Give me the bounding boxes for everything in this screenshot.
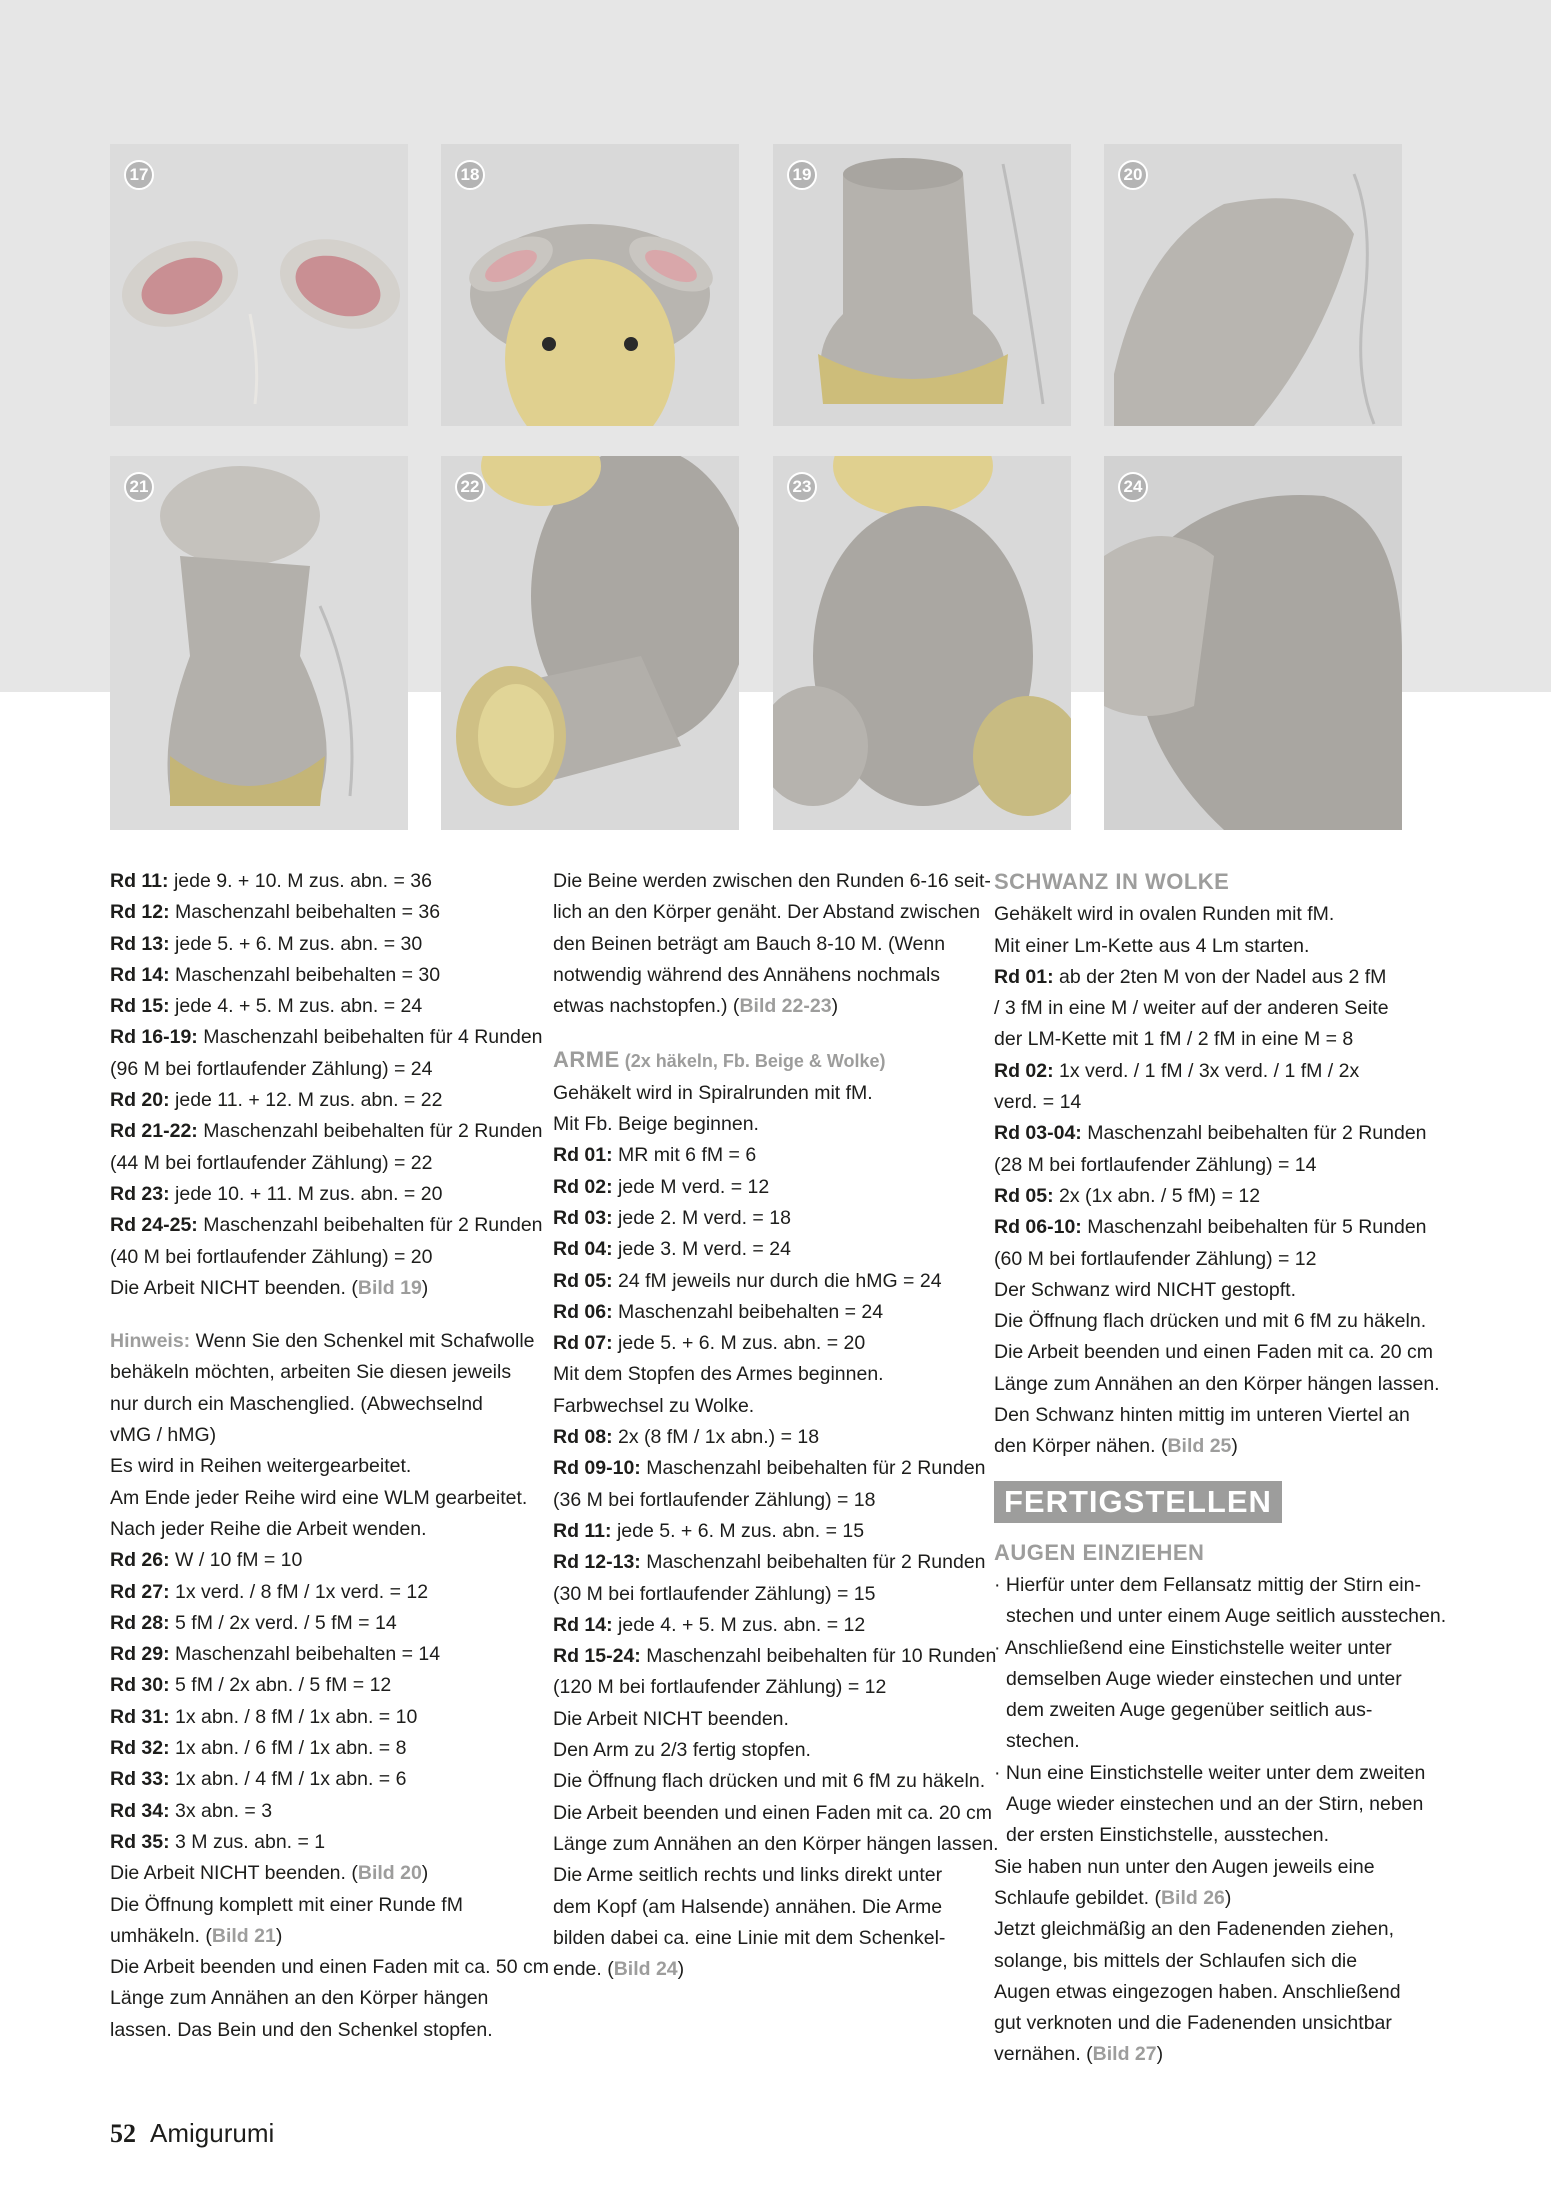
photo-18 <box>441 144 739 426</box>
round-line: Rd 34: 3x abn. = 3 <box>110 1799 273 1822</box>
sheep-arm-closeup-image <box>1104 456 1402 830</box>
text-line: dem Kopf (am Halsende) annähen. Die Arme <box>553 1895 943 1918</box>
fertigstellen-heading: FERTIGSTELLEN <box>994 1481 1282 1523</box>
page-footer <box>110 2118 274 2149</box>
photo-17 <box>110 144 408 426</box>
section-heading-schwanz: SCHWANZ IN WOLKE <box>994 869 1230 894</box>
round-line: Rd 09-10: Maschenzahl beibehalten für 2 Runden <box>553 1457 986 1480</box>
text-line: (44 M bei fortlaufender Zählung) = 22 <box>110 1151 433 1174</box>
sheep-body-side-image <box>441 456 739 830</box>
text-line: vMG / hMG) <box>110 1424 217 1447</box>
text-line: Länge zum Annähen an den Körper hängen lassen. <box>553 1832 999 1855</box>
text-line: Mit einer Lm-Kette aus 4 Lm starten. <box>994 934 1310 957</box>
photo-number-badge: 21 <box>124 472 154 502</box>
round-line: Rd 24-25: Maschenzahl beibehalten für 2 Runden <box>110 1214 543 1237</box>
text-line: Am Ende jeder Reihe wird eine WLM gearbeitet. <box>110 1486 528 1509</box>
round-line: Rd 14: Maschenzahl beibehalten = 30 <box>110 963 441 986</box>
bullet-continuation: der ersten Einstichstelle, ausstechen. <box>1006 1824 1330 1847</box>
text-line: Sie haben nun unter den Augen jeweils eine <box>994 1855 1375 1878</box>
round-line: Rd 31: 1x abn. / 8 fM / 1x abn. = 10 <box>110 1705 418 1728</box>
round-line: Rd 16-19: Maschenzahl beibehalten für 4 Runden <box>110 1026 543 1049</box>
instructions-column-3 <box>994 866 1447 2071</box>
sheep-leg-open-image <box>110 456 408 830</box>
round-line: Rd 32: 1x abn. / 6 fM / 1x abn. = 8 <box>110 1737 407 1760</box>
instructions-column-1 <box>110 866 550 2046</box>
text-line: Die Öffnung komplett mit einer Runde fM <box>110 1893 463 1916</box>
round-line: Rd 04: jede 3. M verd. = 24 <box>553 1238 791 1261</box>
round-line: Rd 26: W / 10 fM = 10 <box>110 1549 303 1572</box>
text-line: umhäkeln. (Bild 21) <box>110 1924 283 1947</box>
text-line: (60 M bei fortlaufender Zählung) = 12 <box>994 1247 1317 1270</box>
round-line: Rd 07: jede 5. + 6. M zus. abn. = 20 <box>553 1332 866 1355</box>
round-line: Rd 06: Maschenzahl beibehalten = 24 <box>553 1300 884 1323</box>
round-line: Rd 20: jede 11. + 12. M zus. abn. = 22 <box>110 1089 443 1112</box>
text-line: Den Schwanz hinten mittig im unteren Viertel an <box>994 1404 1410 1427</box>
text-line: notwendig während des Annähens nochmals <box>553 963 941 986</box>
text-line: Schlaufe gebildet. (Bild 26) <box>994 1886 1232 1909</box>
text-line: Die Arbeit beenden und einen Faden mit ca. 50 cm <box>110 1956 550 1979</box>
round-line: Rd 01: MR mit 6 fM = 6 <box>553 1144 757 1167</box>
text-line: Die Öffnung flach drücken und mit 6 fM zu häkeln. <box>994 1310 1427 1333</box>
bullet-continuation: stechen. <box>1006 1730 1080 1753</box>
text-line: Gehäkelt wird in ovalen Runden mit fM. <box>994 903 1335 926</box>
bullet-line: · Anschließend eine Einstichstelle weiter unter <box>994 1636 1392 1659</box>
sheep-leg-image <box>773 144 1071 426</box>
text-line: bilden dabei ca. eine Linie mit dem Schenkel- <box>553 1926 946 1949</box>
round-line: Rd 03-04: Maschenzahl beibehalten für 2 Runden <box>994 1122 1427 1145</box>
instructions-column-2 <box>553 866 999 1985</box>
image-reference: Bild 20 <box>357 1862 422 1885</box>
sheep-thigh-image <box>1104 144 1402 426</box>
round-line: Rd 12-13: Maschenzahl beibehalten für 2 Runden <box>553 1551 986 1574</box>
round-line: Rd 11: jede 9. + 10. M zus. abn. = 36 <box>110 870 432 892</box>
round-line: Rd 06-10: Maschenzahl beibehalten für 5 Runden <box>994 1216 1427 1239</box>
text-line: Gehäkelt wird in Spiralrunden mit fM. <box>553 1081 873 1104</box>
round-line: Rd 27: 1x verd. / 8 fM / 1x verd. = 12 <box>110 1580 429 1603</box>
photo-number-badge: 17 <box>124 160 154 190</box>
text-line: (28 M bei fortlaufender Zählung) = 14 <box>994 1153 1317 1176</box>
round-line: Rd 33: 1x abn. / 4 fM / 1x abn. = 6 <box>110 1768 407 1791</box>
sheep-ears-image <box>110 144 408 426</box>
text-line: Jetzt gleichmäßig an den Fadenenden ziehen, <box>994 1918 1395 1941</box>
image-reference: Bild 21 <box>211 1924 276 1947</box>
text-line: / 3 fM in eine M / weiter auf der anderen Seite <box>994 997 1389 1020</box>
text-line: etwas nachstopfen.) (Bild 22-23) <box>553 995 839 1018</box>
image-reference: Bild 27 <box>1092 2043 1157 2066</box>
round-line: Rd 21-22: Maschenzahl beibehalten für 2 Runden <box>110 1120 543 1143</box>
text-line: Farbwechsel zu Wolke. <box>553 1394 755 1417</box>
round-line: Rd 15: jede 4. + 5. M zus. abn. = 24 <box>110 995 423 1018</box>
photo-number-badge: 22 <box>455 472 485 502</box>
text-line: solange, bis mittels der Schlaufen sich die <box>994 1949 1358 1972</box>
text-line: Den Arm zu 2/3 fertig stopfen. <box>553 1739 811 1762</box>
photo-number-badge: 23 <box>787 472 817 502</box>
bullet-continuation: dem zweiten Auge gegenüber seitlich aus- <box>1006 1699 1373 1722</box>
text-line: Die Öffnung flach drücken und mit 6 fM zu häkeln. <box>553 1770 986 1793</box>
bullet-continuation: demselben Auge wieder einstechen und unter <box>1006 1667 1402 1690</box>
image-reference: Bild 22-23 <box>739 995 832 1018</box>
text-line: Mit Fb. Beige beginnen. <box>553 1113 759 1136</box>
text-line: (96 M bei fortlaufender Zählung) = 24 <box>110 1057 433 1080</box>
round-line: Rd 15-24: Maschenzahl beibehalten für 10 Runden <box>553 1645 997 1668</box>
text-line: Der Schwanz wird NICHT gestopft. <box>994 1278 1296 1301</box>
photo-19 <box>773 144 1071 426</box>
photo-number-badge: 18 <box>455 160 485 190</box>
text-line: (120 M bei fortlaufender Zählung) = 12 <box>553 1676 887 1699</box>
text-line: Die Arbeit NICHT beenden. (Bild 20) <box>110 1862 429 1885</box>
text-line: nur durch ein Maschenglied. (Abwechselnd <box>110 1392 483 1415</box>
text-line: Augen etwas eingezogen haben. Anschließend <box>994 1980 1401 2003</box>
round-line: Rd 02: jede M verd. = 12 <box>553 1175 770 1198</box>
round-line: Rd 30: 5 fM / 2x abn. / 5 fM = 12 <box>110 1674 392 1697</box>
photo-number-badge: 20 <box>1118 160 1148 190</box>
text-line: der LM-Kette mit 1 fM / 2 fM in eine M = 8 <box>994 1028 1354 1051</box>
round-line: Rd 28: 5 fM / 2x verd. / 5 fM = 14 <box>110 1611 397 1634</box>
image-reference: Bild 26 <box>1160 1886 1225 1909</box>
text-line: Die Arbeit NICHT beenden. <box>553 1707 789 1730</box>
sheep-head-image <box>441 144 739 426</box>
text-line: (30 M bei fortlaufender Zählung) = 15 <box>553 1582 876 1605</box>
round-line: Rd 03: jede 2. M verd. = 18 <box>553 1206 791 1229</box>
text-line: ende. (Bild 24) <box>553 1958 685 1981</box>
hint-line: Hinweis: Wenn Sie den Schenkel mit Schafwolle <box>110 1330 535 1353</box>
round-line: Rd 05: 2x (1x abn. / 5 fM) = 12 <box>994 1184 1261 1207</box>
text-line: Länge zum Annähen an den Körper hängen <box>110 1987 489 2010</box>
text-line: lich an den Körper genäht. Der Abstand zwischen <box>553 901 981 924</box>
bullet-continuation: stechen und unter einem Auge seitlich ausstechen. <box>1006 1605 1447 1628</box>
text-line: lassen. Das Bein und den Schenkel stopfen. <box>110 2018 493 2041</box>
round-line: Rd 12: Maschenzahl beibehalten = 36 <box>110 901 441 924</box>
photo-number-badge: 24 <box>1118 472 1148 502</box>
image-reference: Bild 25 <box>1167 1435 1232 1458</box>
photo-24 <box>1104 456 1402 830</box>
photo-21 <box>110 456 408 830</box>
text-line: (40 M bei fortlaufender Zählung) = 20 <box>110 1245 433 1268</box>
text-line: gut verknoten und die Fadenenden unsichtbar <box>994 2012 1392 2035</box>
text-line: Die Arme seitlich rechts und links direkt unter <box>553 1864 943 1887</box>
text-line: verd. = 14 <box>994 1091 1082 1114</box>
text-line: den Beinen beträgt am Bauch 8-10 M. (Wenn <box>553 932 946 955</box>
text-line: Die Arbeit beenden und einen Faden mit ca. 20 cm <box>994 1341 1434 1364</box>
photo-22 <box>441 456 739 830</box>
bullet-continuation: Auge wieder einstechen und an der Stirn, neben <box>1006 1793 1424 1816</box>
text-line: Nach jeder Reihe die Arbeit wenden. <box>110 1517 427 1540</box>
round-line: Rd 11: jede 5. + 6. M zus. abn. = 15 <box>553 1519 865 1542</box>
bullet-line: · Nun eine Einstichstelle weiter unter dem zweiten <box>994 1761 1426 1784</box>
text-line: Die Beine werden zwischen den Runden 6-16 seit- <box>553 870 991 892</box>
round-line: Rd 02: 1x verd. / 1 fM / 3x verd. / 1 fM / 2x <box>994 1059 1360 1082</box>
round-line: Rd 08: 2x (8 fM / 1x abn.) = 18 <box>553 1426 820 1449</box>
round-line: Rd 23: jede 10. + 11. M zus. abn. = 20 <box>110 1182 443 1205</box>
text-line: (36 M bei fortlaufender Zählung) = 18 <box>553 1488 876 1511</box>
section-heading-augen: AUGEN EINZIEHEN <box>994 1539 1205 1565</box>
sheep-body-front-image <box>773 456 1071 830</box>
round-line: Rd 14: jede 4. + 5. M zus. abn. = 12 <box>553 1613 866 1636</box>
round-line: Rd 01: ab der 2ten M von der Nadel aus 2 fM <box>994 965 1387 988</box>
image-reference: Bild 24 <box>613 1958 678 1981</box>
photo-20 <box>1104 144 1402 426</box>
text-line: Die Arbeit beenden und einen Faden mit ca. 20 cm <box>553 1801 993 1824</box>
text-line: behäkeln möchten, arbeiten Sie diesen jeweils <box>110 1361 512 1384</box>
text-line: Die Arbeit NICHT beenden. (Bild 19) <box>110 1276 429 1299</box>
round-line: Rd 05: 24 fM jeweils nur durch die hMG = 24 <box>553 1269 942 1292</box>
section-heading-arme: ARME (2x häkeln, Fb. Beige & Wolke) <box>553 1047 886 1073</box>
round-line: Rd 35: 3 M zus. abn. = 1 <box>110 1830 326 1853</box>
text-line: den Körper nähen. (Bild 25) <box>994 1435 1238 1458</box>
text-line: Mit dem Stopfen des Armes beginnen. <box>553 1363 884 1386</box>
photo-23 <box>773 456 1071 830</box>
photo-number-badge: 19 <box>787 160 817 190</box>
round-line: Rd 13: jede 5. + 6. M zus. abn. = 30 <box>110 932 423 955</box>
bullet-line: · Hierfür unter dem Fellansatz mittig der Stirn ein- <box>994 1573 1421 1596</box>
image-reference: Bild 19 <box>357 1276 422 1299</box>
text-line: vernähen. (Bild 27) <box>994 2043 1164 2066</box>
publication-title: Amigurumi <box>150 2118 275 2148</box>
text-line: Es wird in Reihen weitergearbeitet. <box>110 1455 412 1478</box>
round-line: Rd 29: Maschenzahl beibehalten = 14 <box>110 1643 441 1666</box>
page-number: 52 <box>110 2119 136 2148</box>
text-line: Länge zum Annähen an den Körper hängen lassen. <box>994 1372 1440 1395</box>
